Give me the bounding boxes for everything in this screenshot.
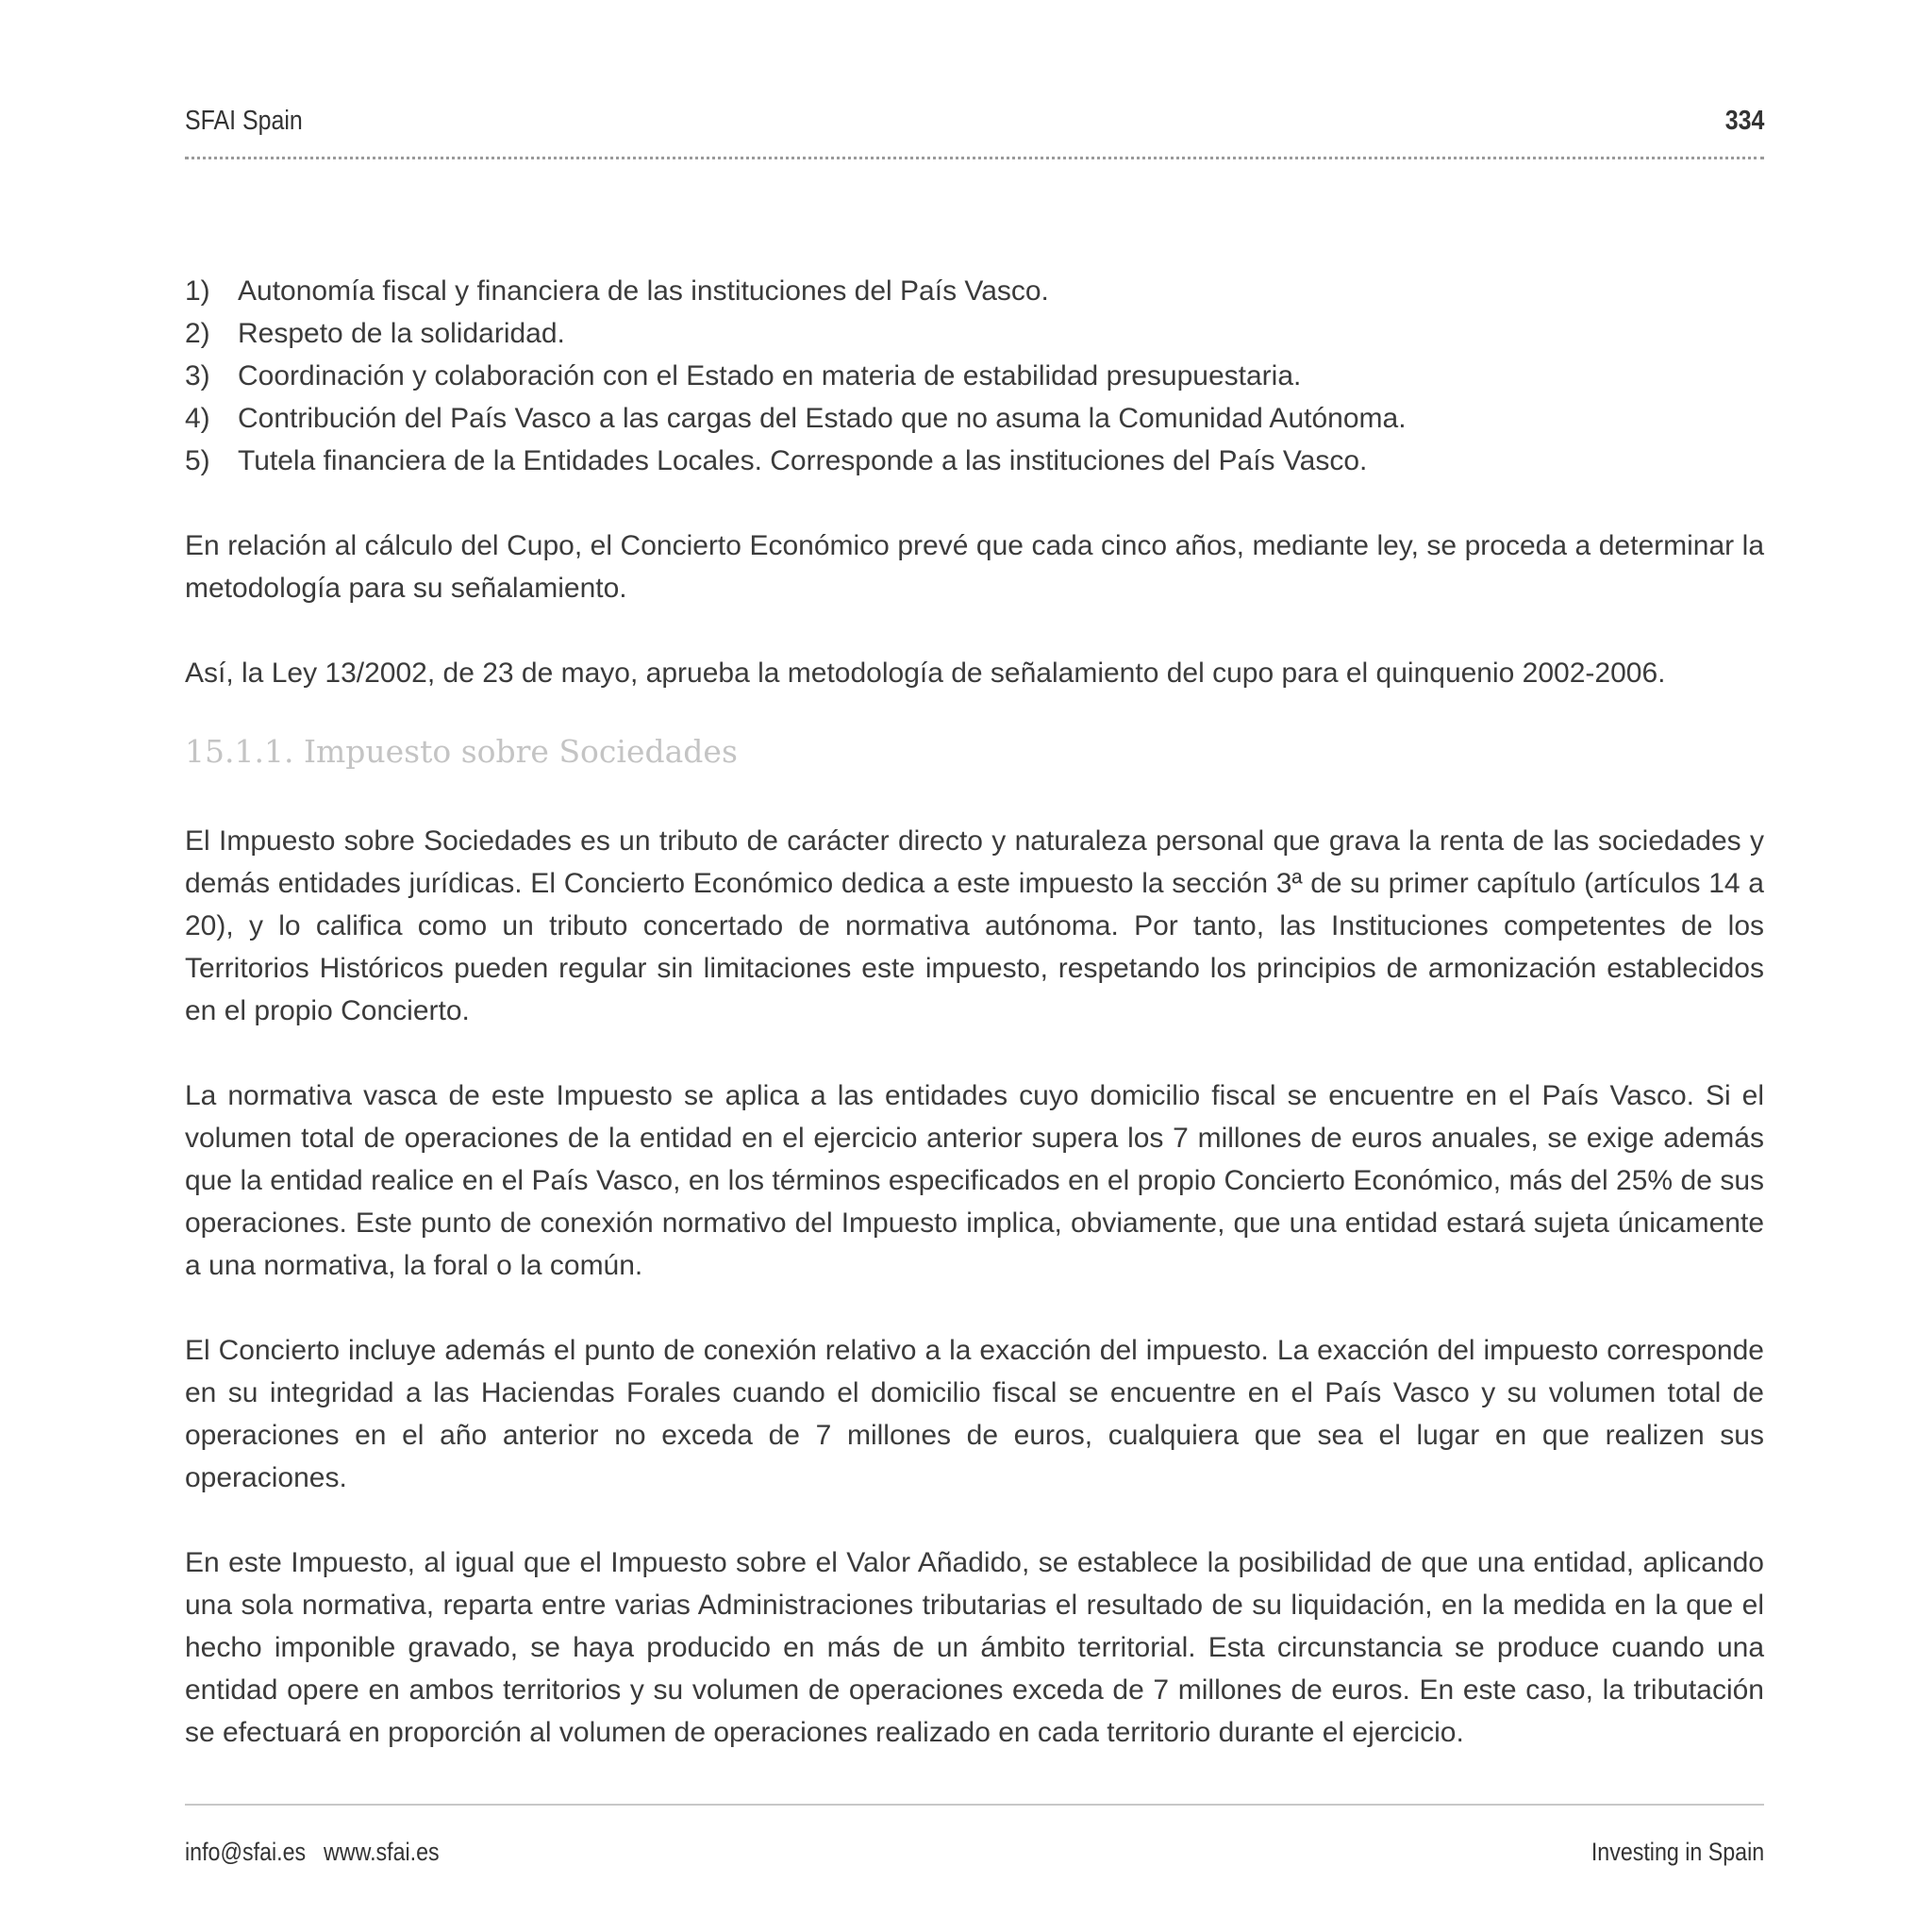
footer-contact: [185, 1838, 440, 1867]
list-item: [185, 312, 1764, 355]
list-item-text: Contribución del País Vasco a las cargas del Estado que no asuma la Comunidad Autónoma.: [238, 403, 1407, 434]
list-item-number: 2): [185, 318, 210, 349]
footer-website-link[interactable]: www.sfai.es: [324, 1838, 440, 1866]
list-item-number: 3): [185, 360, 210, 391]
page-content: [185, 270, 1764, 1796]
list-item-number: 1): [185, 275, 210, 307]
list-item: [185, 397, 1764, 440]
list-item-text: Tutela financiera de la Entidades Locales. Corresponde a las instituciones del País Vasco.: [238, 445, 1368, 476]
paragraph-cupo-calculation: En relación al cálculo del Cupo, el Concierto Económico prevé que cada cinco años, mediante ley, se proceda a determinar la metodología para su señalamiento.: [185, 530, 1764, 604]
list-item: [185, 440, 1764, 482]
list-item-text: Coordinación y colaboración con el Estado en materia de estabilidad presupuestaria.: [238, 360, 1302, 391]
paragraph-normativa-vasca: La normativa vasca de este Impuesto se aplica a las entidades cuyo domicilio fiscal se encuentre en el País Vasco. Si el volumen total de operaciones de la entidad en el ejercicio anterior supera los 7 millones de euros anuales, se exige además que la entidad realice en el País Vasco, en los términos especificados en el propio Concierto Económico, más del 25% de sus operaciones. Este punto de conexión normativo del Impuesto implica, obviamente, que una entidad estará sujeta únicamente a una normativa, la foral o la común.: [185, 1080, 1764, 1281]
list-item-text: Autonomía fiscal y financiera de las instituciones del País Vasco.: [238, 275, 1049, 307]
list-item-number: 5): [185, 445, 210, 476]
paragraph-impuesto-definition: El Impuesto sobre Sociedades es un tributo de carácter directo y naturaleza personal que grava la renta de las sociedades y demás entidades jurídicas. El Concierto Económico dedica a este impuesto la sección 3ª de su primer capítulo (artículos 14 a 20), y lo califica como un tributo concertado de normativa autónoma. Por tanto, las Instituciones competentes de los Territorios Históricos pueden regular sin limitaciones este impuesto, respetando los principios de armonización establecidos en el propio Concierto.: [185, 825, 1764, 1026]
footer-email-link[interactable]: info@sfai.es: [185, 1838, 307, 1866]
list-item-number: 4): [185, 403, 210, 434]
list-item-text: Respeto de la solidaridad.: [238, 318, 565, 349]
principles-list: [185, 270, 1764, 482]
list-item: [185, 355, 1764, 397]
list-item: [185, 270, 1764, 312]
paragraph-reparto: En este Impuesto, al igual que el Impuesto sobre el Valor Añadido, se establece la posibilidad de que una entidad, aplicando una sola normativa, reparta entre varias Administraciones tributarias el resultado de su liquidación, en la medida en la que el hecho imponible gravado, se haya producido en más de un ámbito territorial. Esta circunstancia se produce cuando una entidad opere en ambos territorios y su volumen de operaciones exceda de 7 millones de euros. En este caso, la tributación se efectuará en proporción al volumen de operaciones realizado en cada territorio durante el ejercicio.: [185, 1547, 1764, 1748]
paragraph-exaccion: El Concierto incluye además el punto de conexión relativo a la exacción del impuesto. La exacción del impuesto corresponde en su integridad a las Haciendas Forales cuando el domicilio fiscal se encuentre en el País Vasco y su volumen total de operaciones en el año anterior no exceda de 7 millones de euros, cualquiera que sea el lugar en que realizen sus operaciones.: [185, 1335, 1764, 1493]
footer-tagline: Investing in Spain: [1591, 1838, 1764, 1866]
footer-rule: [185, 1804, 1764, 1806]
section-heading: 15.1.1. Impuesto sobre Sociedades: [185, 733, 738, 770]
paragraph-ley-13-2002: Así, la Ley 13/2002, de 23 de mayo, aprueba la metodología de señalamiento del cupo para el quinquenio 2002-2006.: [185, 658, 1666, 689]
header-brand: SFAI Spain: [185, 106, 303, 136]
header-dotted-rule: [185, 157, 1764, 159]
page-number: 334: [1724, 106, 1764, 136]
page-header: [185, 106, 1764, 143]
